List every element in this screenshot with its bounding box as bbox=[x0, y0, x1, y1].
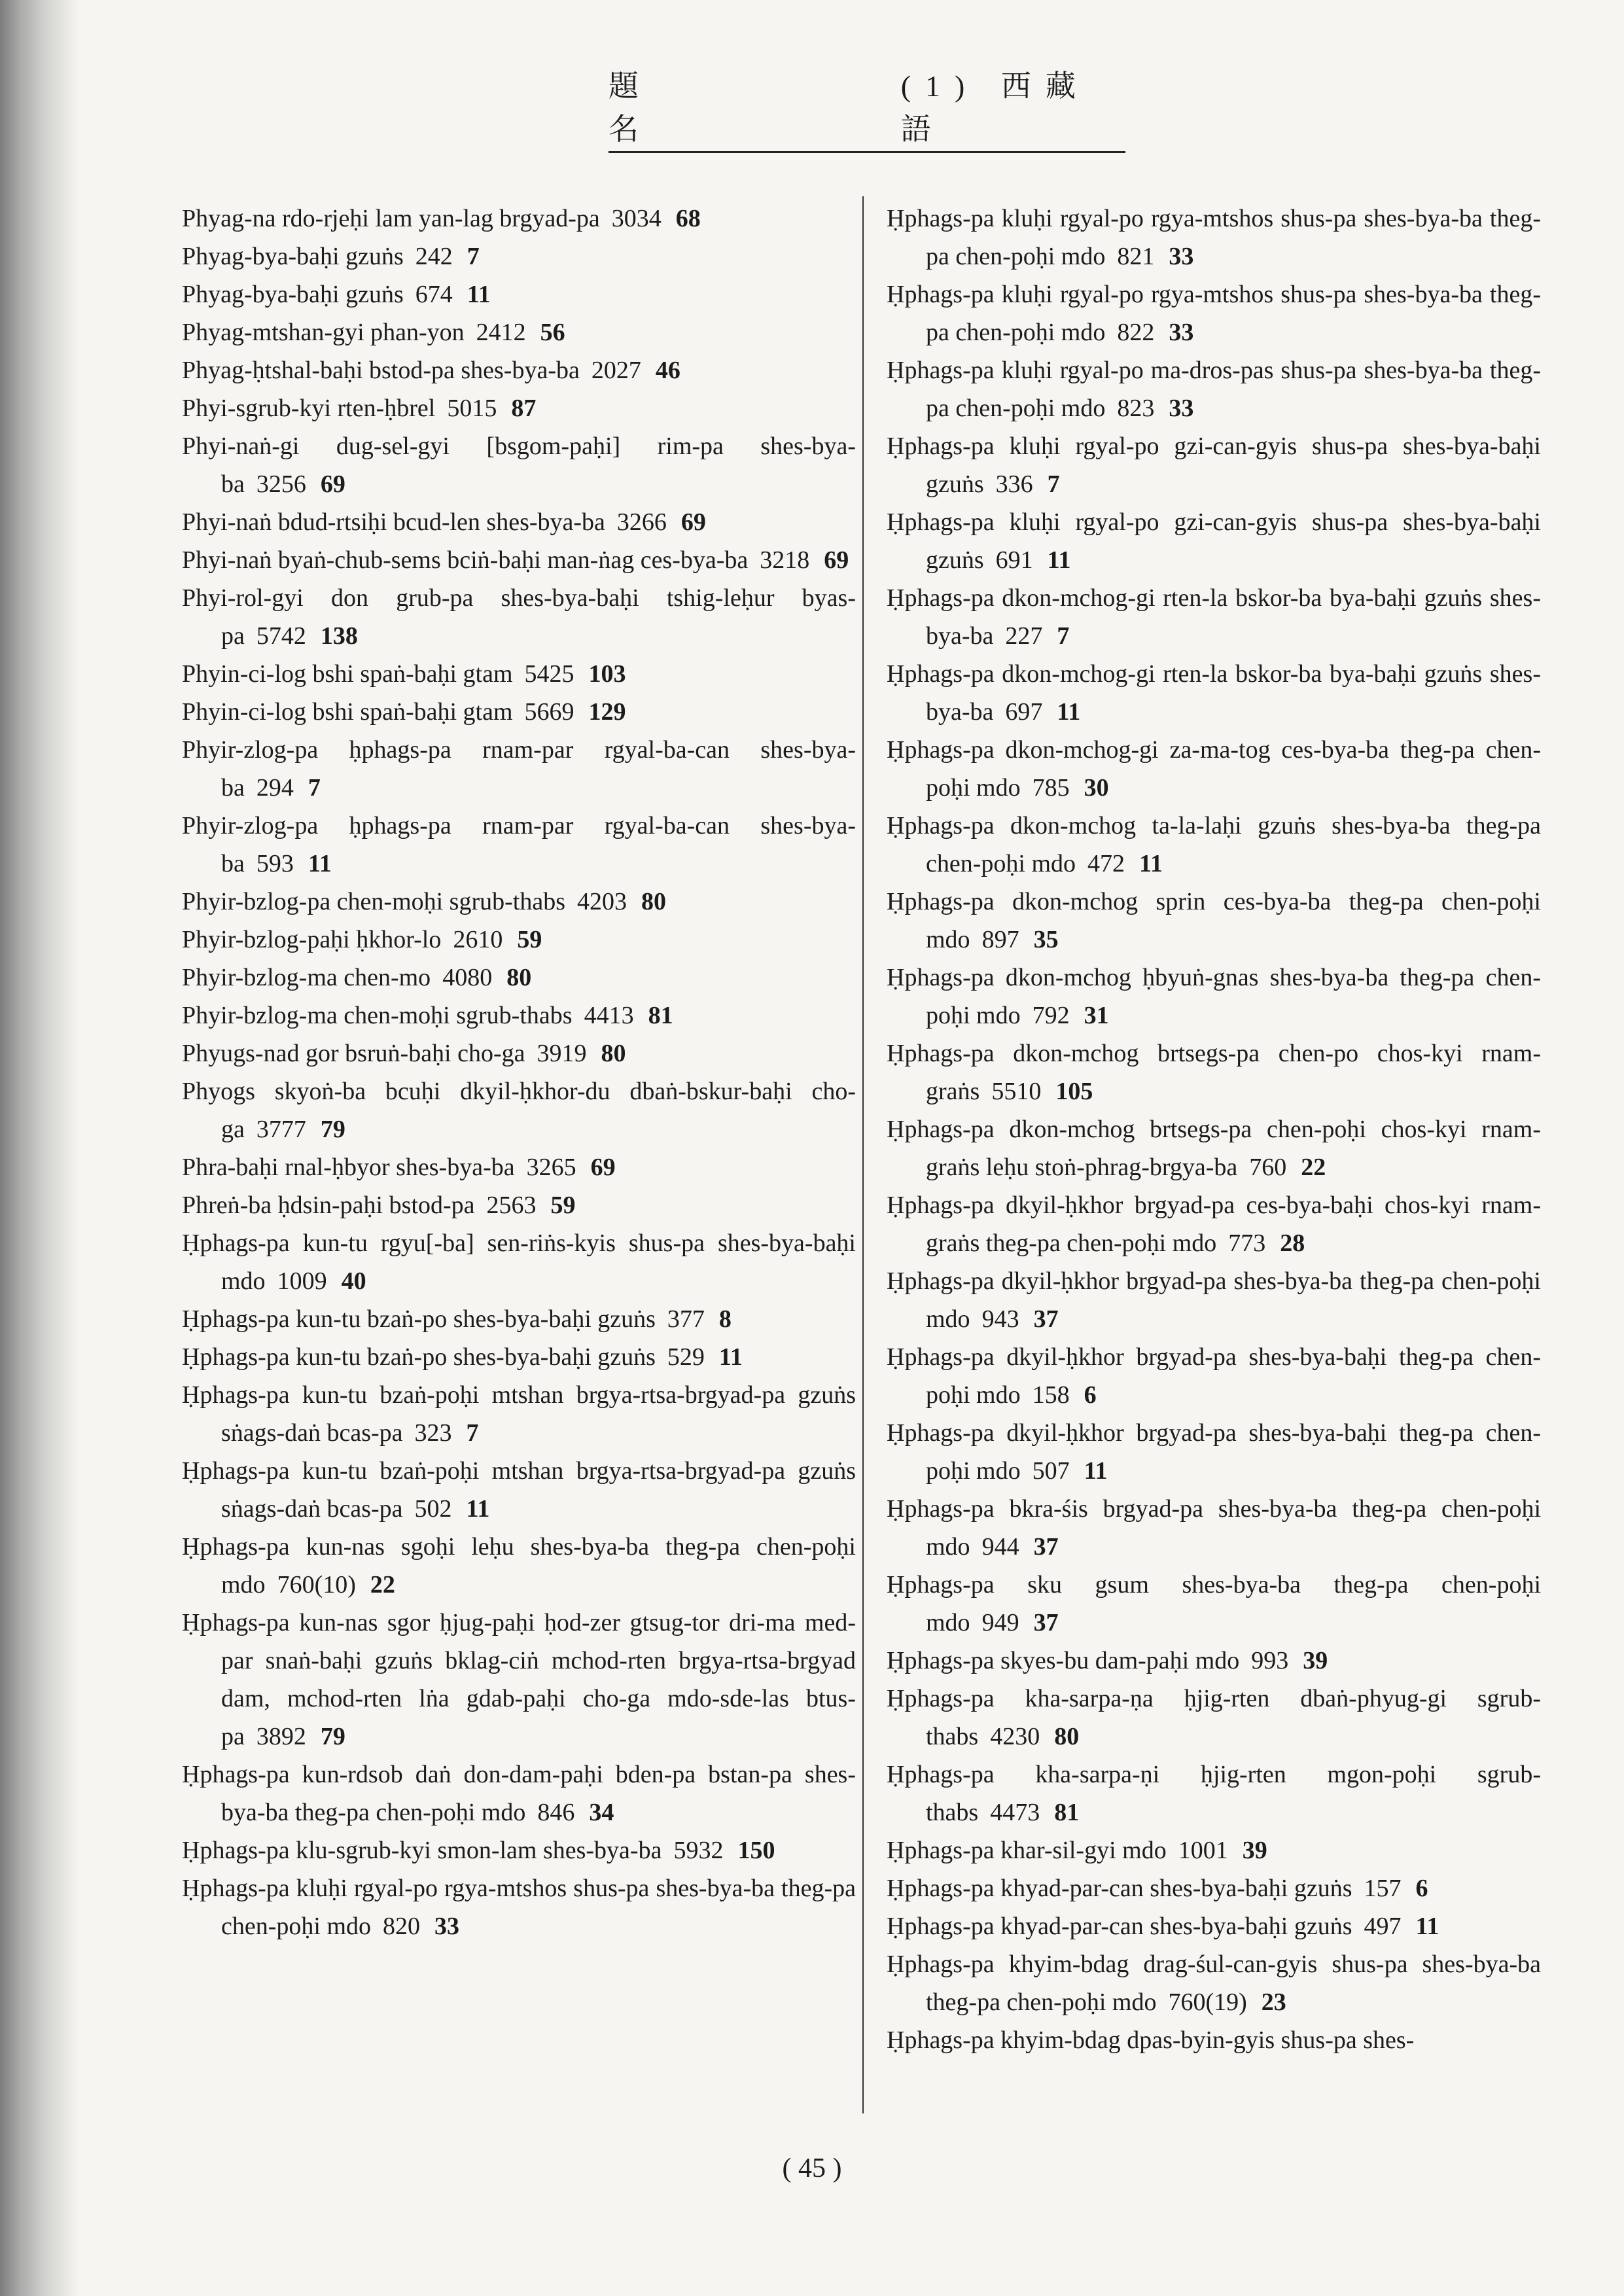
entry-page-number: 7 bbox=[466, 1419, 479, 1447]
entry-page-number: 11 bbox=[1047, 546, 1071, 574]
entry-catalog-number: 691 bbox=[995, 546, 1033, 574]
entry-catalog-number: 4473 bbox=[990, 1799, 1040, 1826]
entry-catalog-number: 697 bbox=[1005, 698, 1043, 726]
entry-title: Ḥphags-pa kluḥi rgyal-po rgya-mtshos shus-pa shes-bya-ba theg-pa chen-poḥi mdo bbox=[887, 281, 1541, 346]
index-entry bbox=[182, 1186, 856, 1224]
entry-title: Ḥphags-pa khar-sil-gyi mdo bbox=[887, 1837, 1167, 1864]
entry-catalog-number: 4080 bbox=[442, 964, 493, 991]
index-entry bbox=[887, 1490, 1541, 1566]
entry-title: Phyi-rol-gyi don grub-pa shes-bya-baḥi tshig-leḥur byas-pa bbox=[182, 584, 856, 650]
index-entry bbox=[887, 275, 1541, 351]
entry-title: Phyag-bya-baḥi gzuṅs bbox=[182, 243, 404, 270]
entry-page-number: 23 bbox=[1261, 1988, 1286, 2016]
entry-title: Phyir-bzlog-pa chen-moḥi sgrub-thabs bbox=[182, 888, 565, 915]
index-entry bbox=[182, 427, 856, 503]
entry-title: Ḥphags-pa dkyil-ḥkhor brgyad-pa ces-bya-baḥi chos-kyi rnam-graṅs theg-pa chen-poḥi mdo bbox=[887, 1192, 1541, 1257]
index-entry bbox=[182, 959, 856, 997]
entry-title: Phyi-naṅ byaṅ-chub-sems bciṅ-baḥi man-ṅag ces-bya-ba bbox=[182, 546, 749, 574]
entry-page-number: 69 bbox=[680, 508, 706, 536]
index-entry bbox=[182, 200, 856, 238]
entry-title: Ḥphags-pa khyim-bdag drag-śul-can-gyis shus-pa shes-bya-ba theg-pa chen-poḥi mdo bbox=[887, 1951, 1541, 2016]
entry-title: Ḥphags-pa dkon-mchog ḥbyuṅ-gnas shes-bya-ba theg-pa chen-poḥi mdo bbox=[887, 964, 1541, 1029]
entry-title: Phyi-naṅ bdud-rtsiḥi bcud-len shes-bya-ba bbox=[182, 508, 605, 536]
entry-title: Ḥphags-pa kun-tu bzaṅ-po shes-bya-baḥi gzuṅs bbox=[182, 1343, 656, 1371]
entry-catalog-number: 3218 bbox=[760, 546, 810, 574]
entry-catalog-number: 3892 bbox=[256, 1723, 306, 1750]
index-entry bbox=[182, 655, 856, 693]
right-column bbox=[887, 200, 1541, 2059]
entry-page-number: 80 bbox=[506, 964, 532, 991]
index-entry bbox=[182, 1376, 856, 1452]
index-entry bbox=[182, 1072, 856, 1148]
index-entry bbox=[887, 503, 1541, 579]
entry-title: Ḥphags-pa kluḥi rgyal-po gzi-can-gyis shus-pa shes-bya-baḥi gzuṅs bbox=[887, 508, 1541, 574]
index-entry bbox=[887, 883, 1541, 959]
entry-page-number: 59 bbox=[550, 1192, 576, 1219]
entry-title: Ḥphags-pa kun-tu bzaṅ-poḥi mtshan brgya-rtsa-brgyad-pa gzuṅs sṅags-daṅ bcas-pa bbox=[182, 1381, 856, 1447]
entry-catalog-number: 1001 bbox=[1178, 1837, 1228, 1864]
entry-page-number: 105 bbox=[1055, 1078, 1093, 1105]
index-entry bbox=[887, 1831, 1541, 1869]
entry-title: Ḥphags-pa dkyil-ḥkhor brgyad-pa shes-bya-ba theg-pa chen-poḥi mdo bbox=[887, 1267, 1541, 1333]
index-entry bbox=[182, 1452, 856, 1528]
entry-title: Phyag-mtshan-gyi phan-yon bbox=[182, 319, 465, 346]
index-entry bbox=[887, 1186, 1541, 1262]
entry-title: Ḥphags-pa dkon-mchog brtsegs-pa chen-poḥi chos-kyi rnam-graṅs leḥu stoṅ-phrag-brgya-ba bbox=[887, 1116, 1541, 1181]
entry-catalog-number: 773 bbox=[1228, 1229, 1266, 1257]
index-entry bbox=[182, 579, 856, 655]
entry-catalog-number: 5669 bbox=[524, 698, 574, 726]
entry-page-number: 68 bbox=[675, 205, 701, 232]
entry-catalog-number: 529 bbox=[667, 1343, 705, 1371]
index-entry bbox=[182, 1224, 856, 1300]
entry-catalog-number: 323 bbox=[414, 1419, 452, 1447]
index-entry bbox=[182, 1338, 856, 1376]
entry-catalog-number: 822 bbox=[1117, 319, 1155, 346]
entry-title: Ḥphags-pa kha-sarpa-ṇa ḥjig-rten dbaṅ-phyug-gi sgrub-thabs bbox=[887, 1685, 1541, 1750]
entry-page-number: 34 bbox=[589, 1799, 614, 1826]
entry-catalog-number: 3256 bbox=[256, 470, 306, 498]
header-section: (1) 西藏語 bbox=[900, 69, 1090, 146]
entry-catalog-number: 294 bbox=[256, 774, 294, 802]
index-entry bbox=[182, 541, 856, 579]
entry-page-number: 39 bbox=[1242, 1837, 1267, 1864]
entry-catalog-number: 1009 bbox=[277, 1267, 327, 1295]
entry-title: Phyin-ci-log bshi spaṅ-baḥi gtam bbox=[182, 660, 513, 688]
page-number: ( 45 ) bbox=[782, 2153, 842, 2183]
entry-title: Ḥphags-pa kun-rdsob daṅ don-dam-paḥi bden-pa bstan-pa shes-bya-ba theg-pa chen-poḥi mdo bbox=[182, 1761, 856, 1826]
entry-catalog-number: 3777 bbox=[256, 1116, 306, 1143]
entry-catalog-number: 823 bbox=[1117, 395, 1155, 422]
index-entry bbox=[182, 1869, 856, 1945]
index-entry bbox=[182, 1034, 856, 1072]
index-entry bbox=[182, 389, 856, 427]
entry-catalog-number: 2610 bbox=[453, 926, 503, 953]
entry-title: Ḥphags-pa dkyil-ḥkhor brgyad-pa shes-bya-baḥi theg-pa chen-poḥi mdo bbox=[887, 1343, 1541, 1409]
entry-title: Ḥphags-pa klu-sgrub-kyi smon-lam shes-bya-ba bbox=[182, 1837, 662, 1864]
entry-title: Ḥphags-pa dkon-mchog-gi rten-la bskor-ba bya-baḥi gzuṅs shes-bya-ba bbox=[887, 584, 1541, 650]
index-entry bbox=[182, 1528, 856, 1604]
entry-page-number: 11 bbox=[718, 1343, 743, 1371]
index-entry bbox=[887, 1756, 1541, 1831]
entry-title: Ḥphags-pa kluḥi rgyal-po rgya-mtshos shus-pa shes-bya-ba theg-pa chen-poḥi mdo bbox=[182, 1875, 856, 1940]
entry-catalog-number: 949 bbox=[981, 1609, 1019, 1636]
entry-title: Phyugs-nad gor bsruṅ-baḥi cho-ga bbox=[182, 1040, 525, 1067]
entry-title: Phyir-zlog-pa ḥphags-pa rnam-par rgyal-ba-can shes-bya-ba bbox=[182, 812, 856, 877]
entry-page-number: 46 bbox=[655, 357, 680, 384]
entry-page-number: 33 bbox=[434, 1913, 460, 1940]
entry-page-number: 79 bbox=[320, 1723, 345, 1750]
entry-page-number: 56 bbox=[540, 319, 565, 346]
entry-page-number: 11 bbox=[466, 1495, 490, 1523]
column-divider bbox=[862, 196, 864, 2113]
index-entry bbox=[182, 275, 856, 313]
entry-title: Ḥphags-pa kun-tu bzaṅ-poḥi mtshan brgya-rtsa-brgyad-pa gzuṅs sṅags-daṅ bcas-pa bbox=[182, 1457, 856, 1523]
index-entry bbox=[887, 807, 1541, 883]
entry-catalog-number: 377 bbox=[667, 1305, 705, 1333]
entry-title: Ḥphags-pa kha-sarpa-ṇi ḥjig-rten mgon-poḥi sgrub-thabs bbox=[887, 1761, 1541, 1826]
entry-page-number: 35 bbox=[1033, 926, 1059, 953]
index-entry bbox=[182, 807, 856, 883]
entry-title: Phyag-na rdo-rjeḥi lam yan-lag brgyad-pa bbox=[182, 205, 600, 232]
entry-title: Ḥphags-pa dkon-mchog ta-la-laḥi gzuṅs shes-bya-ba theg-pa chen-poḥi mdo bbox=[887, 812, 1541, 877]
entry-page-number: 37 bbox=[1033, 1609, 1059, 1636]
entry-catalog-number: 760(19) bbox=[1168, 1988, 1247, 2016]
left-column bbox=[182, 200, 856, 1945]
entry-title: Ḥphags-pa kun-tu bzaṅ-po shes-bya-baḥi gzuṅs bbox=[182, 1305, 656, 1333]
entry-page-number: 37 bbox=[1033, 1533, 1059, 1561]
entry-title: Ḥphags-pa bkra-śis brgyad-pa shes-bya-ba theg-pa chen-poḥi mdo bbox=[887, 1495, 1541, 1561]
entry-page-number: 81 bbox=[648, 1002, 673, 1029]
entry-catalog-number: 760 bbox=[1249, 1154, 1287, 1181]
index-entry bbox=[887, 1907, 1541, 1945]
index-entry bbox=[182, 693, 856, 731]
entry-page-number: 33 bbox=[1169, 319, 1194, 346]
entry-page-number: 11 bbox=[1139, 850, 1163, 877]
entry-title: Ḥphags-pa khyim-bdag dpas-byin-gyis shus-pa shes- bbox=[887, 2026, 1415, 2054]
entry-page-number: 81 bbox=[1054, 1799, 1080, 1826]
entry-title: Ḥphags-pa skyes-bu dam-paḥi mdo bbox=[887, 1647, 1240, 1674]
index-entry bbox=[182, 503, 856, 541]
entry-page-number: 22 bbox=[370, 1571, 395, 1598]
entry-catalog-number: 242 bbox=[415, 243, 453, 270]
entry-page-number: 37 bbox=[1033, 1305, 1059, 1333]
entry-title: Ḥphags-pa khyad-par-can shes-bya-baḥi gzuṅs bbox=[887, 1875, 1352, 1902]
entry-catalog-number: 157 bbox=[1364, 1875, 1402, 1902]
entry-page-number: 30 bbox=[1084, 774, 1109, 802]
entry-page-number: 11 bbox=[1084, 1457, 1108, 1485]
entry-catalog-number: 760(10) bbox=[277, 1571, 356, 1598]
entry-catalog-number: 5932 bbox=[673, 1837, 724, 1864]
entry-page-number: 39 bbox=[1303, 1647, 1328, 1674]
entry-title: Ḥphags-pa kluḥi rgyal-po rgya-mtshos shus-pa shes-bya-ba theg-pa chen-poḥi mdo bbox=[887, 205, 1541, 270]
entry-page-number: 7 bbox=[308, 774, 321, 802]
entry-title: Ḥphags-pa khyad-par-can shes-bya-baḥi gzuṅs bbox=[887, 1913, 1352, 1940]
entry-catalog-number: 472 bbox=[1087, 850, 1125, 877]
entry-title: Phyir-zlog-pa ḥphags-pa rnam-par rgyal-ba-can shes-bya-ba bbox=[182, 736, 856, 802]
entry-catalog-number: 5742 bbox=[256, 622, 306, 650]
entry-page-number: 87 bbox=[511, 395, 537, 422]
entry-page-number: 11 bbox=[467, 281, 491, 308]
entry-title: Phyi-sgrub-kyi rten-ḥbrel bbox=[182, 395, 436, 422]
index-entry bbox=[182, 883, 856, 921]
entry-page-number: 6 bbox=[1084, 1381, 1097, 1409]
entry-title: Phra-baḥi rnal-ḥbyor shes-bya-ba bbox=[182, 1154, 515, 1181]
index-entry bbox=[887, 2021, 1541, 2059]
entry-catalog-number: 2027 bbox=[591, 357, 641, 384]
entry-page-number: 79 bbox=[320, 1116, 345, 1143]
entry-page-number: 22 bbox=[1301, 1154, 1326, 1181]
entry-title: Phyi-naṅ-gi dug-sel-gyi [bsgom-paḥi] rim-pa shes-bya-ba bbox=[182, 433, 856, 498]
entry-title: Ḥphags-pa kun-nas sgor ḥjug-paḥi ḥod-zer gtsug-tor dri-ma med-par snaṅ-baḥi gzuṅs bklag-ciṅ mchod-rten brgya-rtsa-brgyad dam, mchod-rten lṅa gdab-paḥi cho-ga mdo-sde-las btus-pa bbox=[182, 1609, 856, 1750]
entry-catalog-number: 3919 bbox=[537, 1040, 587, 1067]
entry-catalog-number: 2563 bbox=[486, 1192, 537, 1219]
index-entry bbox=[887, 1338, 1541, 1414]
entry-catalog-number: 792 bbox=[1032, 1002, 1070, 1029]
entry-page-number: 40 bbox=[341, 1267, 366, 1295]
index-entry bbox=[182, 1756, 856, 1831]
entry-catalog-number: 4413 bbox=[584, 1002, 634, 1029]
index-entry bbox=[182, 921, 856, 959]
entry-catalog-number: 785 bbox=[1032, 774, 1070, 802]
entry-page-number: 31 bbox=[1084, 1002, 1109, 1029]
entry-title: Phreṅ-ba ḥdsin-paḥi bstod-pa bbox=[182, 1192, 475, 1219]
index-entry bbox=[887, 1110, 1541, 1186]
entry-page-number: 11 bbox=[1415, 1913, 1439, 1940]
entry-catalog-number: 4203 bbox=[577, 888, 627, 915]
entry-title: Ḥphags-pa kun-nas sgoḥi leḥu shes-bya-ba theg-pa chen-poḥi mdo bbox=[182, 1533, 856, 1598]
index-entry bbox=[182, 351, 856, 389]
index-entry bbox=[887, 427, 1541, 503]
entry-title: Phyogs skyoṅ-ba bcuḥi dkyil-ḥkhor-du dbaṅ-bskur-baḥi cho-ga bbox=[182, 1078, 856, 1143]
entry-catalog-number: 593 bbox=[256, 850, 294, 877]
index-entry bbox=[887, 579, 1541, 655]
index-entry bbox=[887, 1566, 1541, 1642]
entry-catalog-number: 944 bbox=[981, 1533, 1019, 1561]
entry-catalog-number: 846 bbox=[537, 1799, 575, 1826]
entry-page-number: 11 bbox=[1057, 698, 1081, 726]
entry-catalog-number: 227 bbox=[1005, 622, 1043, 650]
entry-page-number: 69 bbox=[320, 470, 345, 498]
index-entry bbox=[887, 200, 1541, 275]
entry-page-number: 33 bbox=[1169, 395, 1194, 422]
entry-page-number: 150 bbox=[737, 1837, 775, 1864]
scan-edge-shadow bbox=[0, 0, 79, 2296]
entry-page-number: 59 bbox=[517, 926, 542, 953]
entry-page-number: 80 bbox=[601, 1040, 626, 1067]
entry-title: Phyag-ḥtshal-baḥi bstod-pa shes-bya-ba bbox=[182, 357, 580, 384]
entry-page-number: 7 bbox=[1057, 622, 1070, 650]
entry-title: Ḥphags-pa dkon-mchog-gi za-ma-tog ces-bya-ba theg-pa chen-poḥi mdo bbox=[887, 736, 1541, 802]
entry-page-number: 11 bbox=[308, 850, 332, 877]
index-entry bbox=[887, 1680, 1541, 1756]
entry-catalog-number: 497 bbox=[1364, 1913, 1402, 1940]
entry-catalog-number: 158 bbox=[1032, 1381, 1070, 1409]
entry-page-number: 28 bbox=[1280, 1229, 1305, 1257]
index-entry bbox=[887, 351, 1541, 427]
entry-title: Ḥphags-pa kluḥi rgyal-po ma-dros-pas shus-pa shes-bya-ba theg-pa chen-poḥi mdo bbox=[887, 357, 1541, 422]
index-entry bbox=[182, 1604, 856, 1756]
entry-title: Ḥphags-pa kluḥi rgyal-po gzi-can-gyis shus-pa shes-bya-baḥi gzuṅs bbox=[887, 433, 1541, 498]
entry-page-number: 69 bbox=[824, 546, 849, 574]
index-entry bbox=[887, 959, 1541, 1034]
entry-title: Ḥphags-pa dkyil-ḥkhor brgyad-pa shes-bya-baḥi theg-pa chen-poḥi mdo bbox=[887, 1419, 1541, 1485]
header-category: 題 名 bbox=[609, 69, 711, 146]
entry-page-number: 8 bbox=[718, 1305, 732, 1333]
entry-catalog-number: 2412 bbox=[476, 319, 526, 346]
entry-title: Ḥphags-pa kun-tu rgyu[-ba] sen-riṅs-kyis shus-pa shes-bya-baḥi mdo bbox=[182, 1229, 856, 1295]
entry-catalog-number: 993 bbox=[1251, 1647, 1289, 1674]
entry-title: Ḥphags-pa dkon-mchog-gi rten-la bskor-ba bya-baḥi gzuṅs shes-bya-ba bbox=[887, 660, 1541, 726]
index-entry bbox=[182, 1300, 856, 1338]
entry-catalog-number: 897 bbox=[981, 926, 1019, 953]
entry-catalog-number: 3265 bbox=[526, 1154, 576, 1181]
entry-catalog-number: 5015 bbox=[447, 395, 497, 422]
entry-title: Phyir-bzlog-paḥi ḥkhor-lo bbox=[182, 926, 442, 953]
index-entry bbox=[887, 1869, 1541, 1907]
index-entry bbox=[182, 313, 856, 351]
entry-catalog-number: 943 bbox=[981, 1305, 1019, 1333]
page-header bbox=[609, 69, 1125, 153]
index-entry bbox=[887, 1034, 1541, 1110]
entry-page-number: 69 bbox=[590, 1154, 616, 1181]
entry-title: Ḥphags-pa sku gsum shes-bya-ba theg-pa chen-poḥi mdo bbox=[887, 1571, 1541, 1636]
entry-page-number: 33 bbox=[1169, 243, 1194, 270]
entry-title: Phyir-bzlog-ma chen-mo bbox=[182, 964, 431, 991]
entry-page-number: 103 bbox=[588, 660, 626, 688]
index-entry bbox=[182, 1148, 856, 1186]
entry-page-number: 6 bbox=[1415, 1875, 1428, 1902]
entry-page-number: 138 bbox=[320, 622, 358, 650]
entry-page-number: 80 bbox=[1054, 1723, 1080, 1750]
entry-catalog-number: 674 bbox=[415, 281, 453, 308]
index-entry bbox=[887, 1414, 1541, 1490]
entry-page-number: 80 bbox=[641, 888, 666, 915]
entry-catalog-number: 3266 bbox=[616, 508, 667, 536]
entry-title: Phyir-bzlog-ma chen-moḥi sgrub-thabs bbox=[182, 1002, 573, 1029]
entry-page-number: 129 bbox=[588, 698, 626, 726]
index-entry bbox=[887, 1642, 1541, 1680]
entry-catalog-number: 820 bbox=[383, 1913, 421, 1940]
index-entry bbox=[182, 1831, 856, 1869]
entry-page-number: 7 bbox=[1047, 470, 1060, 498]
index-entry bbox=[887, 731, 1541, 807]
entry-catalog-number: 3034 bbox=[611, 205, 662, 232]
index-entry bbox=[182, 997, 856, 1034]
index-entry bbox=[887, 655, 1541, 731]
entry-title: Ḥphags-pa dkon-mchog brtsegs-pa chen-po chos-kyi rnam-graṅs bbox=[887, 1040, 1541, 1105]
entry-title: Phyin-ci-log bshi spaṅ-baḥi gtam bbox=[182, 698, 513, 726]
entry-catalog-number: 821 bbox=[1117, 243, 1155, 270]
index-entry bbox=[182, 731, 856, 807]
entry-catalog-number: 5425 bbox=[524, 660, 574, 688]
entry-catalog-number: 502 bbox=[414, 1495, 452, 1523]
entry-catalog-number: 5510 bbox=[991, 1078, 1042, 1105]
entry-title: Ḥphags-pa dkon-mchog sprin ces-bya-ba theg-pa chen-poḥi mdo bbox=[887, 888, 1541, 953]
entry-page-number: 7 bbox=[467, 243, 480, 270]
entry-catalog-number: 4230 bbox=[990, 1723, 1040, 1750]
entry-catalog-number: 507 bbox=[1032, 1457, 1070, 1485]
index-entry bbox=[887, 1262, 1541, 1338]
entry-catalog-number: 336 bbox=[995, 470, 1033, 498]
entry-title: Phyag-bya-baḥi gzuṅs bbox=[182, 281, 404, 308]
index-entry bbox=[182, 238, 856, 275]
index-entry bbox=[887, 1945, 1541, 2021]
